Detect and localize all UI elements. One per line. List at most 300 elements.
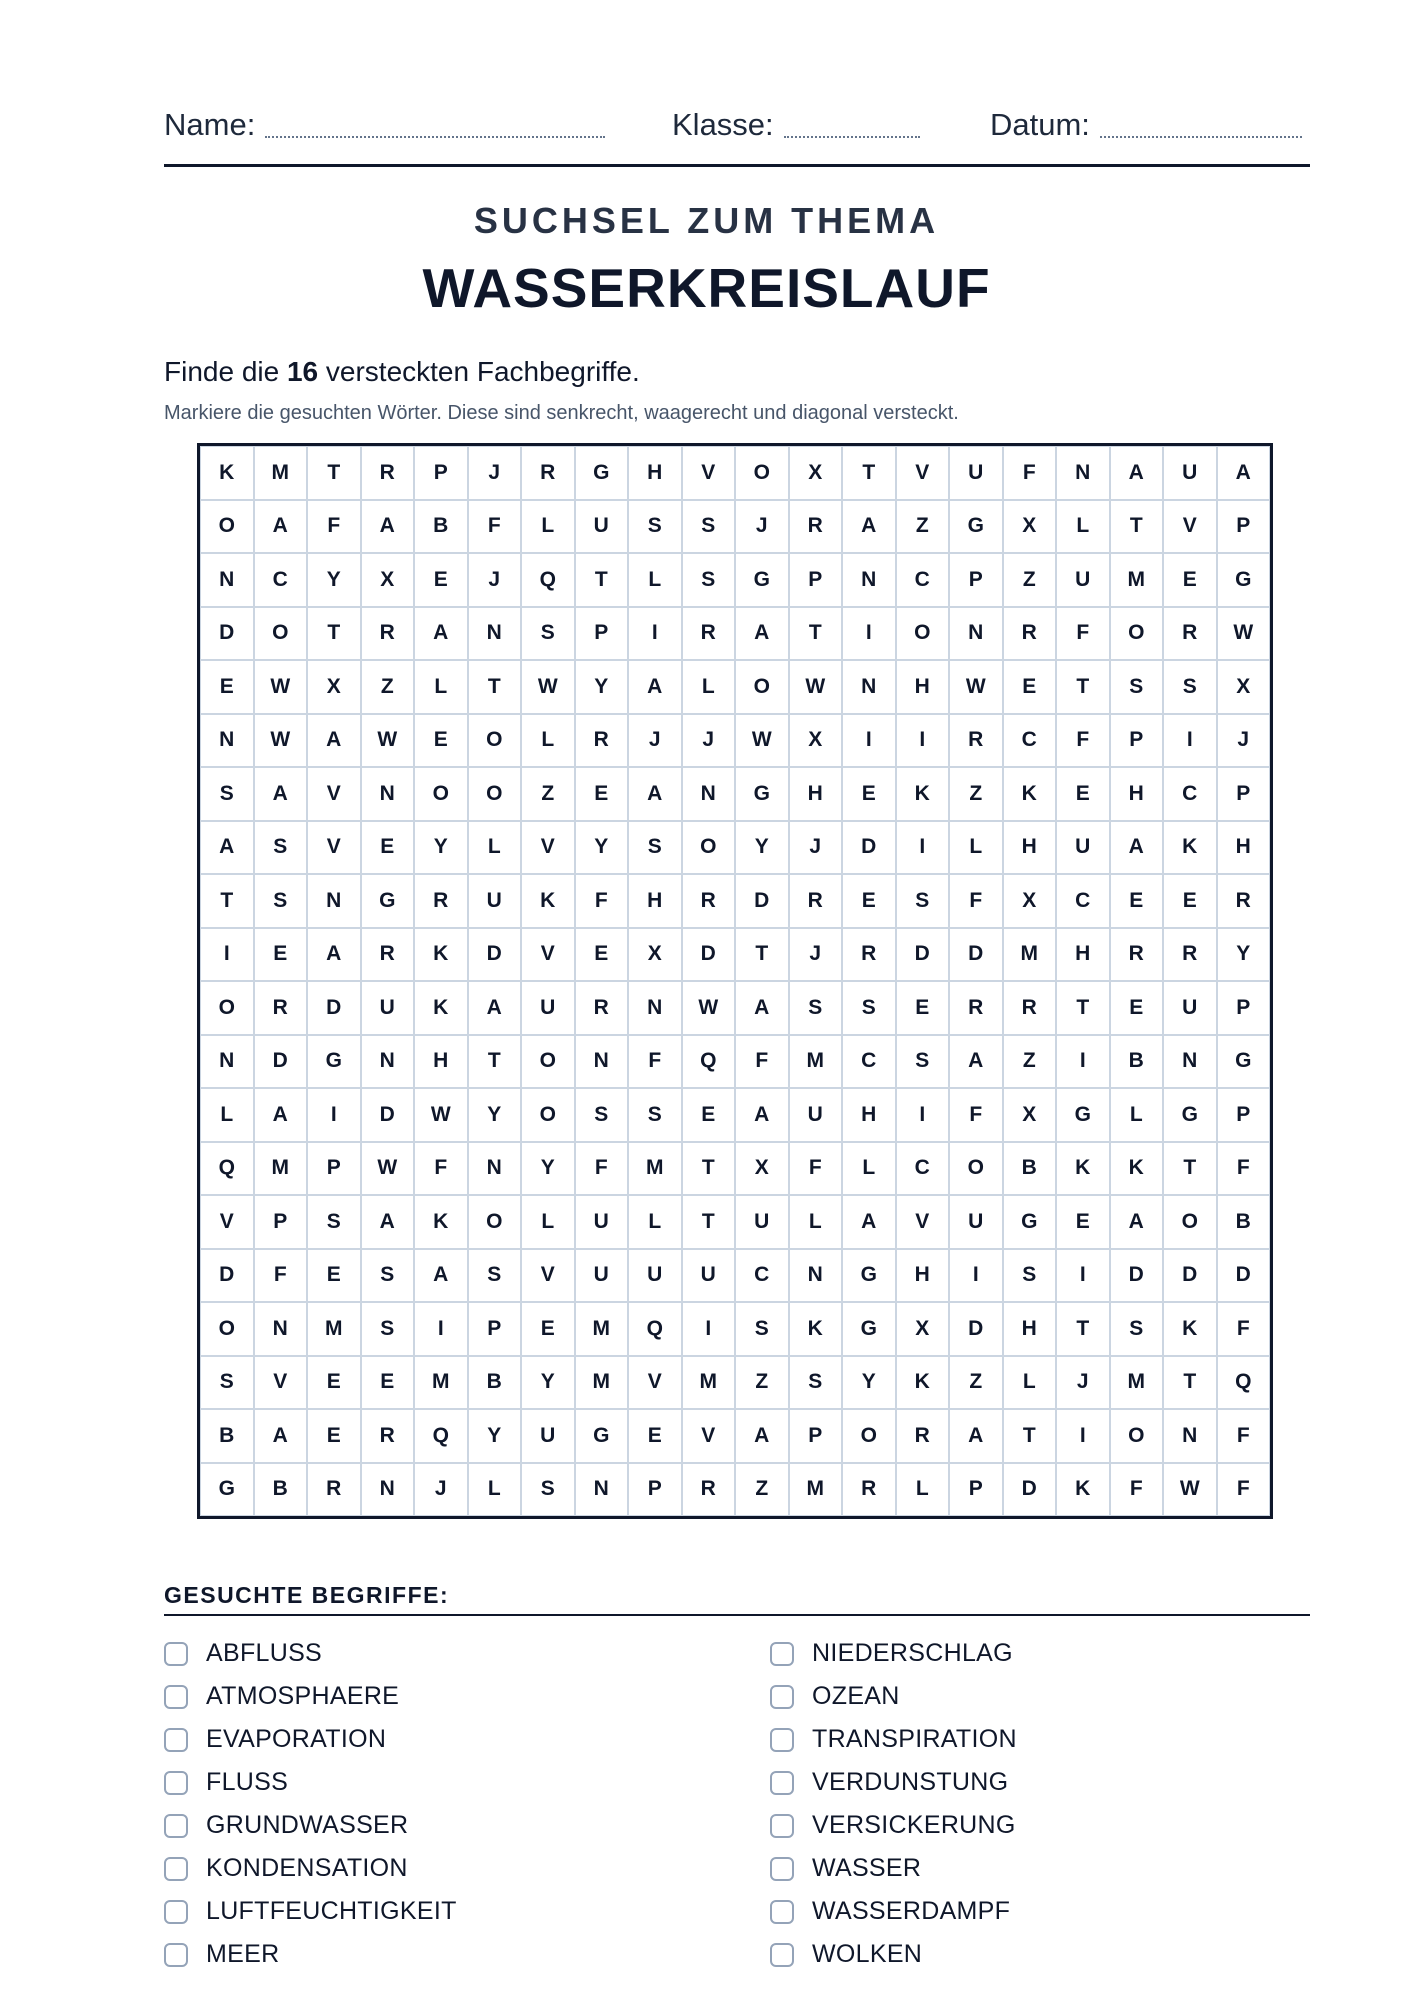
grid-cell[interactable]: Z (735, 1356, 789, 1410)
grid-cell[interactable]: D (949, 928, 1003, 982)
grid-cell[interactable]: C (896, 1142, 950, 1196)
term-checkbox[interactable] (164, 1642, 188, 1666)
grid-cell[interactable]: G (1056, 1088, 1110, 1142)
grid-cell[interactable]: N (1163, 1035, 1217, 1089)
grid-cell[interactable]: E (1163, 553, 1217, 607)
grid-cell[interactable]: Z (521, 767, 575, 821)
grid-cell[interactable]: R (575, 981, 629, 1035)
grid-cell[interactable]: W (521, 660, 575, 714)
grid-cell[interactable]: V (896, 1195, 950, 1249)
grid-cell[interactable]: Q (682, 1035, 736, 1089)
grid-cell[interactable]: Y (468, 1409, 522, 1463)
grid-cell[interactable]: F (628, 1035, 682, 1089)
grid-cell[interactable]: M (575, 1356, 629, 1410)
grid-cell[interactable]: R (949, 714, 1003, 768)
grid-cell[interactable]: L (949, 821, 1003, 875)
term-checkbox[interactable] (164, 1814, 188, 1838)
grid-cell[interactable]: H (789, 767, 843, 821)
grid-cell[interactable]: S (1110, 660, 1164, 714)
grid-cell[interactable]: X (1003, 500, 1057, 554)
grid-cell[interactable]: F (468, 500, 522, 554)
grid-cell[interactable]: U (575, 1249, 629, 1303)
grid-cell[interactable]: O (521, 1035, 575, 1089)
grid-cell[interactable]: L (842, 1142, 896, 1196)
grid-cell[interactable]: R (682, 1463, 736, 1517)
grid-cell[interactable]: N (361, 1035, 415, 1089)
grid-cell[interactable]: Y (414, 821, 468, 875)
grid-cell[interactable]: O (949, 1142, 1003, 1196)
grid-cell[interactable]: L (896, 1463, 950, 1517)
grid-cell[interactable]: S (789, 981, 843, 1035)
grid-cell[interactable]: G (1163, 1088, 1217, 1142)
grid-cell[interactable]: U (1163, 446, 1217, 500)
grid-cell[interactable]: S (468, 1249, 522, 1303)
grid-cell[interactable]: B (468, 1356, 522, 1410)
grid-cell[interactable]: M (254, 446, 308, 500)
grid-cell[interactable]: Y (575, 821, 629, 875)
grid-cell[interactable]: A (1217, 446, 1271, 500)
grid-cell[interactable]: G (307, 1035, 361, 1089)
grid-cell[interactable]: F (949, 874, 1003, 928)
term-checkbox[interactable] (770, 1814, 794, 1838)
grid-cell[interactable]: A (307, 714, 361, 768)
grid-cell[interactable]: K (1163, 821, 1217, 875)
word-search-grid[interactable] (197, 443, 1273, 1519)
grid-cell[interactable]: L (628, 553, 682, 607)
grid-cell[interactable]: O (1163, 1195, 1217, 1249)
grid-cell[interactable]: F (575, 1142, 629, 1196)
grid-cell[interactable]: V (200, 1195, 254, 1249)
grid-cell[interactable]: A (468, 981, 522, 1035)
grid-cell[interactable]: R (254, 981, 308, 1035)
grid-cell[interactable]: X (628, 928, 682, 982)
grid-cell[interactable]: M (1110, 553, 1164, 607)
grid-cell[interactable]: P (468, 1302, 522, 1356)
grid-cell[interactable]: E (842, 767, 896, 821)
grid-cell[interactable]: U (1056, 553, 1110, 607)
grid-cell[interactable]: D (682, 928, 736, 982)
grid-cell[interactable]: D (1163, 1249, 1217, 1303)
grid-cell[interactable]: J (414, 1463, 468, 1517)
grid-cell[interactable]: Y (468, 1088, 522, 1142)
grid-cell[interactable]: D (254, 1035, 308, 1089)
grid-cell[interactable]: U (789, 1088, 843, 1142)
grid-cell[interactable]: S (628, 821, 682, 875)
grid-cell[interactable]: G (200, 1463, 254, 1517)
grid-cell[interactable]: V (307, 821, 361, 875)
grid-cell[interactable]: E (254, 928, 308, 982)
grid-cell[interactable]: P (307, 1142, 361, 1196)
grid-cell[interactable]: L (521, 1195, 575, 1249)
grid-cell[interactable]: F (307, 500, 361, 554)
grid-cell[interactable]: A (254, 1088, 308, 1142)
grid-cell[interactable]: R (575, 714, 629, 768)
grid-cell[interactable]: A (254, 500, 308, 554)
grid-cell[interactable]: A (200, 821, 254, 875)
grid-cell[interactable]: N (1163, 1409, 1217, 1463)
grid-cell[interactable]: S (1163, 660, 1217, 714)
grid-cell[interactable]: E (628, 1409, 682, 1463)
grid-cell[interactable]: L (468, 1463, 522, 1517)
date-line[interactable] (1100, 136, 1302, 138)
grid-cell[interactable]: U (468, 874, 522, 928)
grid-cell[interactable]: H (414, 1035, 468, 1089)
grid-cell[interactable]: Z (1003, 553, 1057, 607)
grid-cell[interactable]: P (949, 1463, 1003, 1517)
grid-cell[interactable]: S (521, 1463, 575, 1517)
grid-cell[interactable]: E (896, 981, 950, 1035)
grid-cell[interactable]: J (1217, 714, 1271, 768)
grid-cell[interactable]: P (1110, 714, 1164, 768)
term-checkbox[interactable] (770, 1728, 794, 1752)
grid-cell[interactable]: C (842, 1035, 896, 1089)
grid-cell[interactable]: K (789, 1302, 843, 1356)
grid-cell[interactable]: I (896, 714, 950, 768)
grid-cell[interactable]: E (307, 1356, 361, 1410)
grid-cell[interactable]: E (1003, 660, 1057, 714)
grid-cell[interactable]: H (896, 660, 950, 714)
grid-cell[interactable]: Y (307, 553, 361, 607)
grid-cell[interactable]: A (628, 767, 682, 821)
grid-cell[interactable]: H (1003, 1302, 1057, 1356)
grid-cell[interactable]: S (200, 1356, 254, 1410)
grid-cell[interactable]: F (789, 1142, 843, 1196)
grid-cell[interactable]: N (254, 1302, 308, 1356)
grid-cell[interactable]: A (949, 1035, 1003, 1089)
grid-cell[interactable]: O (735, 446, 789, 500)
grid-cell[interactable]: R (521, 446, 575, 500)
grid-cell[interactable]: Q (521, 553, 575, 607)
grid-cell[interactable]: T (735, 928, 789, 982)
grid-cell[interactable]: K (1056, 1142, 1110, 1196)
term-checkbox[interactable] (770, 1642, 794, 1666)
grid-cell[interactable]: J (468, 553, 522, 607)
grid-cell[interactable]: Y (521, 1142, 575, 1196)
grid-cell[interactable]: T (789, 607, 843, 661)
grid-cell[interactable]: E (1056, 1195, 1110, 1249)
grid-cell[interactable]: J (735, 500, 789, 554)
grid-cell[interactable]: M (789, 1035, 843, 1089)
grid-cell[interactable]: U (361, 981, 415, 1035)
grid-cell[interactable]: G (842, 1249, 896, 1303)
grid-cell[interactable]: E (521, 1302, 575, 1356)
grid-cell[interactable]: M (682, 1356, 736, 1410)
grid-cell[interactable]: A (1110, 821, 1164, 875)
grid-cell[interactable]: V (521, 928, 575, 982)
grid-cell[interactable]: A (735, 1409, 789, 1463)
grid-cell[interactable]: S (307, 1195, 361, 1249)
grid-cell[interactable]: Z (1003, 1035, 1057, 1089)
grid-cell[interactable]: V (521, 1249, 575, 1303)
grid-cell[interactable]: P (789, 553, 843, 607)
grid-cell[interactable]: D (1110, 1249, 1164, 1303)
grid-cell[interactable]: O (1110, 1409, 1164, 1463)
grid-cell[interactable]: O (414, 767, 468, 821)
grid-cell[interactable]: S (254, 821, 308, 875)
class-field[interactable] (672, 104, 920, 144)
grid-cell[interactable]: R (682, 607, 736, 661)
grid-cell[interactable]: P (414, 446, 468, 500)
grid-cell[interactable]: M (1003, 928, 1057, 982)
grid-cell[interactable]: Z (361, 660, 415, 714)
grid-cell[interactable]: U (949, 1195, 1003, 1249)
grid-cell[interactable]: I (682, 1302, 736, 1356)
grid-cell[interactable]: F (1003, 446, 1057, 500)
grid-cell[interactable]: E (361, 821, 415, 875)
grid-cell[interactable]: Y (575, 660, 629, 714)
grid-cell[interactable]: I (896, 1088, 950, 1142)
grid-cell[interactable]: K (200, 446, 254, 500)
grid-cell[interactable]: O (468, 714, 522, 768)
grid-cell[interactable]: N (307, 874, 361, 928)
grid-cell[interactable]: H (1110, 767, 1164, 821)
term-checkbox[interactable] (164, 1728, 188, 1752)
grid-cell[interactable]: G (361, 874, 415, 928)
grid-cell[interactable]: S (789, 1356, 843, 1410)
grid-cell[interactable]: S (521, 607, 575, 661)
grid-cell[interactable]: P (1217, 981, 1271, 1035)
grid-cell[interactable]: M (254, 1142, 308, 1196)
grid-cell[interactable]: Q (628, 1302, 682, 1356)
grid-cell[interactable]: A (735, 607, 789, 661)
grid-cell[interactable]: S (842, 981, 896, 1035)
grid-cell[interactable]: Z (735, 1463, 789, 1517)
grid-cell[interactable]: R (307, 1463, 361, 1517)
grid-cell[interactable]: O (1110, 607, 1164, 661)
grid-cell[interactable]: N (361, 1463, 415, 1517)
grid-cell[interactable]: L (521, 714, 575, 768)
grid-cell[interactable]: R (1163, 928, 1217, 982)
grid-cell[interactable]: A (414, 1249, 468, 1303)
grid-cell[interactable]: R (1003, 607, 1057, 661)
grid-cell[interactable]: W (735, 714, 789, 768)
grid-cell[interactable]: W (789, 660, 843, 714)
grid-cell[interactable]: Z (949, 767, 1003, 821)
grid-cell[interactable]: I (200, 928, 254, 982)
grid-cell[interactable]: O (896, 607, 950, 661)
grid-cell[interactable]: I (307, 1088, 361, 1142)
grid-cell[interactable]: N (575, 1463, 629, 1517)
grid-cell[interactable]: U (521, 981, 575, 1035)
grid-cell[interactable]: X (307, 660, 361, 714)
grid-cell[interactable]: W (1163, 1463, 1217, 1517)
grid-cell[interactable]: K (896, 1356, 950, 1410)
grid-cell[interactable]: O (200, 1302, 254, 1356)
grid-cell[interactable]: S (682, 553, 736, 607)
grid-cell[interactable]: N (468, 1142, 522, 1196)
grid-cell[interactable]: W (414, 1088, 468, 1142)
grid-cell[interactable]: V (896, 446, 950, 500)
grid-cell[interactable]: N (361, 767, 415, 821)
grid-cell[interactable]: N (1056, 446, 1110, 500)
grid-cell[interactable]: D (1217, 1249, 1271, 1303)
grid-cell[interactable]: B (1003, 1142, 1057, 1196)
grid-cell[interactable]: M (414, 1356, 468, 1410)
grid-cell[interactable]: V (682, 1409, 736, 1463)
grid-cell[interactable]: R (1217, 874, 1271, 928)
grid-cell[interactable]: W (361, 1142, 415, 1196)
grid-cell[interactable]: L (1110, 1088, 1164, 1142)
grid-cell[interactable]: A (1110, 1195, 1164, 1249)
grid-cell[interactable]: D (468, 928, 522, 982)
grid-cell[interactable]: N (575, 1035, 629, 1089)
grid-cell[interactable]: A (254, 767, 308, 821)
grid-cell[interactable]: A (949, 1409, 1003, 1463)
grid-cell[interactable]: F (414, 1142, 468, 1196)
grid-cell[interactable]: G (1003, 1195, 1057, 1249)
grid-cell[interactable]: M (789, 1463, 843, 1517)
grid-cell[interactable]: I (1056, 1409, 1110, 1463)
grid-cell[interactable]: Y (1217, 928, 1271, 982)
grid-cell[interactable]: P (575, 607, 629, 661)
grid-cell[interactable]: S (628, 1088, 682, 1142)
grid-cell[interactable]: V (254, 1356, 308, 1410)
grid-cell[interactable]: K (896, 767, 950, 821)
grid-cell[interactable]: E (200, 660, 254, 714)
grid-cell[interactable]: Y (735, 821, 789, 875)
grid-cell[interactable]: G (575, 1409, 629, 1463)
term-checkbox[interactable] (770, 1857, 794, 1881)
grid-cell[interactable]: H (628, 874, 682, 928)
grid-cell[interactable]: K (1056, 1463, 1110, 1517)
grid-cell[interactable]: E (1163, 874, 1217, 928)
grid-cell[interactable]: U (575, 1195, 629, 1249)
grid-cell[interactable]: J (468, 446, 522, 500)
grid-cell[interactable]: K (1110, 1142, 1164, 1196)
grid-cell[interactable]: F (254, 1249, 308, 1303)
grid-cell[interactable]: R (361, 607, 415, 661)
grid-cell[interactable]: R (414, 874, 468, 928)
grid-cell[interactable]: T (1110, 500, 1164, 554)
grid-cell[interactable]: A (628, 660, 682, 714)
grid-cell[interactable]: U (521, 1409, 575, 1463)
term-checkbox[interactable] (164, 1771, 188, 1795)
grid-cell[interactable]: S (200, 767, 254, 821)
grid-cell[interactable]: A (361, 500, 415, 554)
grid-cell[interactable]: A (735, 1088, 789, 1142)
grid-cell[interactable]: R (789, 874, 843, 928)
grid-cell[interactable]: I (628, 607, 682, 661)
grid-cell[interactable]: L (521, 500, 575, 554)
grid-cell[interactable]: F (1217, 1409, 1271, 1463)
grid-cell[interactable]: O (735, 660, 789, 714)
grid-cell[interactable]: W (949, 660, 1003, 714)
grid-cell[interactable]: C (1003, 714, 1057, 768)
grid-cell[interactable]: S (1110, 1302, 1164, 1356)
grid-cell[interactable]: N (842, 660, 896, 714)
grid-cell[interactable]: X (361, 553, 415, 607)
grid-cell[interactable]: R (842, 928, 896, 982)
grid-cell[interactable]: T (682, 1142, 736, 1196)
class-line[interactable] (784, 136, 920, 138)
grid-cell[interactable]: S (361, 1302, 415, 1356)
term-checkbox[interactable] (164, 1685, 188, 1709)
name-line[interactable] (265, 136, 605, 138)
term-checkbox[interactable] (164, 1857, 188, 1881)
grid-cell[interactable]: W (1217, 607, 1271, 661)
grid-cell[interactable]: G (735, 767, 789, 821)
grid-cell[interactable]: X (735, 1142, 789, 1196)
grid-cell[interactable]: R (949, 981, 1003, 1035)
grid-cell[interactable]: A (307, 928, 361, 982)
grid-cell[interactable]: N (200, 1035, 254, 1089)
grid-cell[interactable]: A (735, 981, 789, 1035)
date-field[interactable] (990, 104, 1302, 144)
grid-cell[interactable]: C (1056, 874, 1110, 928)
grid-cell[interactable]: I (842, 607, 896, 661)
grid-cell[interactable]: T (468, 660, 522, 714)
grid-cell[interactable]: G (1217, 553, 1271, 607)
grid-cell[interactable]: N (628, 981, 682, 1035)
grid-cell[interactable]: R (1110, 928, 1164, 982)
grid-cell[interactable]: E (1110, 981, 1164, 1035)
grid-cell[interactable]: H (1056, 928, 1110, 982)
grid-cell[interactable]: A (842, 500, 896, 554)
grid-cell[interactable]: L (200, 1088, 254, 1142)
grid-cell[interactable]: E (361, 1356, 415, 1410)
grid-cell[interactable]: A (842, 1195, 896, 1249)
grid-cell[interactable]: S (682, 500, 736, 554)
grid-cell[interactable]: H (628, 446, 682, 500)
grid-cell[interactable]: M (307, 1302, 361, 1356)
grid-cell[interactable]: B (414, 500, 468, 554)
grid-cell[interactable]: J (1056, 1356, 1110, 1410)
grid-cell[interactable]: D (361, 1088, 415, 1142)
grid-cell[interactable]: O (468, 767, 522, 821)
grid-cell[interactable]: I (949, 1249, 1003, 1303)
grid-cell[interactable]: R (1003, 981, 1057, 1035)
grid-cell[interactable]: E (1056, 767, 1110, 821)
grid-cell[interactable]: N (200, 714, 254, 768)
grid-cell[interactable]: E (842, 874, 896, 928)
grid-cell[interactable]: B (1110, 1035, 1164, 1089)
grid-cell[interactable]: K (521, 874, 575, 928)
grid-cell[interactable]: F (575, 874, 629, 928)
grid-cell[interactable]: P (1217, 1088, 1271, 1142)
grid-cell[interactable]: J (789, 821, 843, 875)
grid-cell[interactable]: N (468, 607, 522, 661)
grid-cell[interactable]: P (1217, 767, 1271, 821)
grid-cell[interactable]: R (1163, 607, 1217, 661)
grid-cell[interactable]: L (789, 1195, 843, 1249)
grid-cell[interactable]: X (789, 714, 843, 768)
grid-cell[interactable]: N (842, 553, 896, 607)
grid-cell[interactable]: W (361, 714, 415, 768)
grid-cell[interactable]: O (521, 1088, 575, 1142)
grid-cell[interactable]: P (789, 1409, 843, 1463)
grid-cell[interactable]: L (468, 821, 522, 875)
grid-cell[interactable]: X (1003, 1088, 1057, 1142)
grid-cell[interactable]: E (682, 1088, 736, 1142)
grid-cell[interactable]: B (200, 1409, 254, 1463)
grid-cell[interactable]: W (254, 660, 308, 714)
grid-cell[interactable]: I (414, 1302, 468, 1356)
grid-cell[interactable]: U (575, 500, 629, 554)
grid-cell[interactable]: Q (200, 1142, 254, 1196)
grid-cell[interactable]: U (1056, 821, 1110, 875)
grid-cell[interactable]: S (254, 874, 308, 928)
grid-cell[interactable]: S (735, 1302, 789, 1356)
grid-cell[interactable]: R (896, 1409, 950, 1463)
grid-cell[interactable]: V (1163, 500, 1217, 554)
grid-cell[interactable]: T (1056, 981, 1110, 1035)
grid-cell[interactable]: T (842, 446, 896, 500)
grid-cell[interactable]: D (1003, 1463, 1057, 1517)
grid-cell[interactable]: W (682, 981, 736, 1035)
grid-cell[interactable]: M (1110, 1356, 1164, 1410)
grid-cell[interactable]: K (414, 981, 468, 1035)
grid-cell[interactable]: Y (842, 1356, 896, 1410)
